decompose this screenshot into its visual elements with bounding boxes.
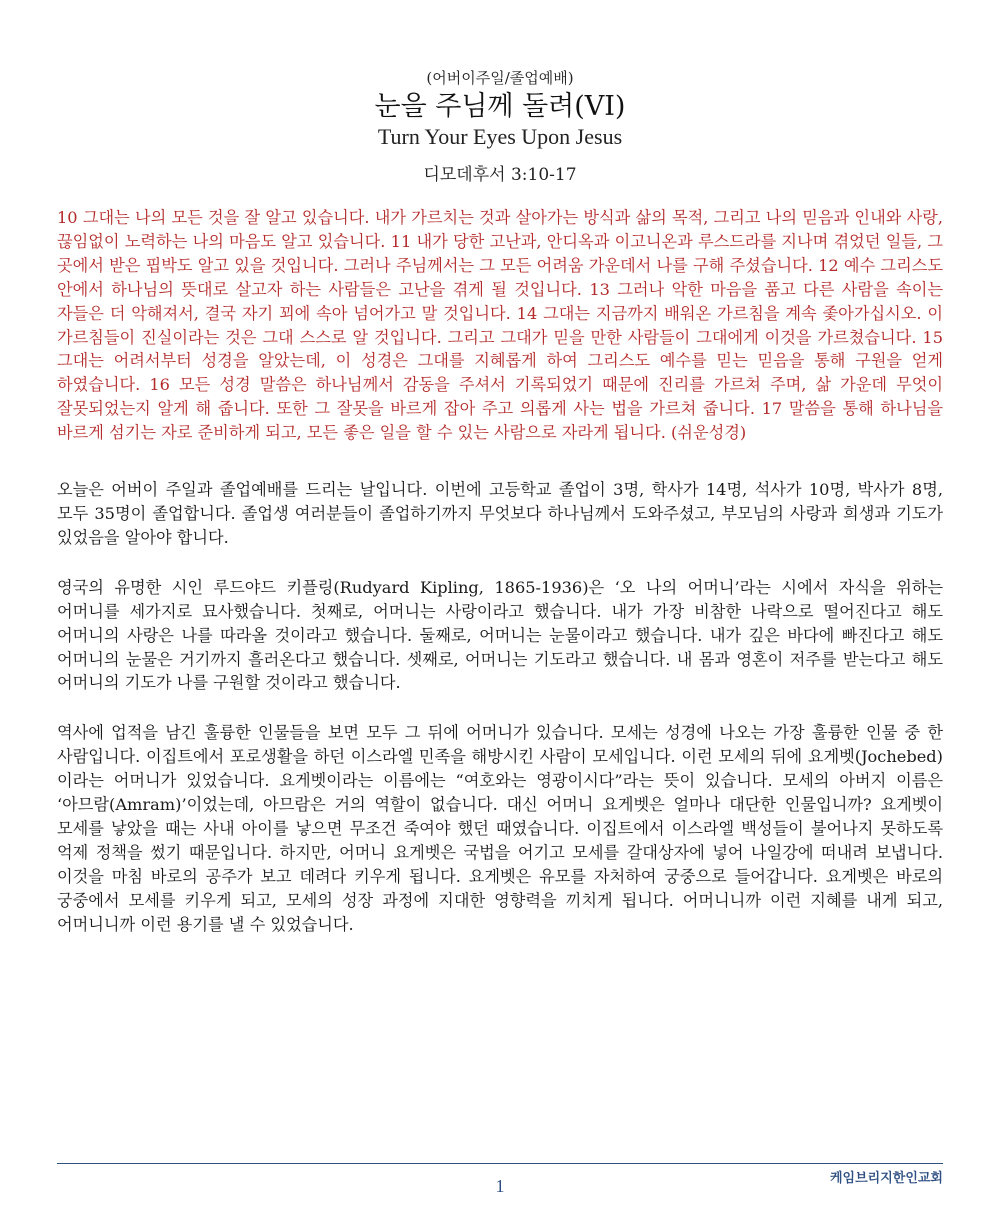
sermon-subtitle: (어버이주일/졸업예배) <box>426 69 574 87</box>
page-number: 1 <box>495 1176 505 1196</box>
scripture-reference: 디모데후서 3:10-17 <box>423 165 577 185</box>
sermon-english-title: Turn Your Eyes Upon Jesus <box>377 124 623 149</box>
church-name: 케임브리지한인교회 <box>829 1171 943 1186</box>
paragraph-intro: 오늘은 어버이 주일과 졸업예배를 드리는 날입니다. 이번에 고등학교 졸업이 3명, 학사가 14명, 석사가 10명, 박사가 8명, 모두 35명이 졸업합니다. 졸업생 여러분들이 졸업하기까지 무엇보다 하나님께서 도와주셨고, 부모님의 사랑과 희생과 기도가 있었음을 알아야 합니다. <box>57 480 943 547</box>
paragraph-kipling: 영국의 유명한 시인 루드야드 키플링(Rudyard Kipling, 1865-1936)은 ‘오 나의 어머니’라는 시에서 자식을 위하는 어머니를 세가지로 묘사했습니다. 첫째로, 어머니는 사랑이라고 했습니다. 내가 가장 비참한 나락으로 떨어진다고 해도 어머니의 사랑은 나를 따라올 것이라고 했습니다. 둘째로, 어머니는 눈물이라고 했습니다. 내가 깊은 바다에 빠진다고 해도 어머니의 눈물은 거기까지 흘러온다고 했습니다. 셋째로, 어머니는 기도라고 했습니다. 내 몸과 영혼이 저주를 받는다고 해도 어머니의 기도가 나를 구원할 것이라고 했습니다. <box>57 577 943 693</box>
paragraph-jochebed: 역사에 업적을 남긴 훌륭한 인물들을 보면 모두 그 뒤에 어머니가 있습니다. 모세는 성경에 나오는 가장 훌륭한 인물 중 한 사람입니다. 이집트에서 포로생활을 하던 이스라엘 민족을 해방시킨 사람이 모세입니다. 이런 모세의 뒤에 요게벳(Jochebed)이라는 어머니가 있었습니다. 요게벳이라는 이름에는 “여호와는 영광이시다”라는 뜻이 있습니다. 모세의 아버지 이름은 ‘아므람(Amram)’이었는데, 아므람은 거의 역할이 없습니다. 대신 어머니 요게벳은 얼마나 대단한 인물입니까? 요게벳이 모세를 낳았을 때는 사내 아이를 낳으면 무조건 죽여야 했던 때였습니다. 이집트에서 이스라엘 백성들이 불어나지 못하도록 억제 정책을 썼기 때문입니다. 하지만, 어머니 요게벳은 국법을 어기고 모세를 갈대상자에 넣어 나일강에 떠내려 보냅니다. 이것을 마침 바로의 공주가 보고 데려다 키우게 됩니다. 요게벳은 유모를 자처하여 궁중으로 들어갑니다. 요게벳은 바로의 궁중에서 모세를 키우게 되고, 모세의 성장 과정에 지대한 영향력을 끼치게 됩니다. 어머니니까 이런 지혜를 내게 되고, 어머니니까 이런 용기를 낼 수 있었습니다. <box>57 723 943 934</box>
sermon-header <box>0 68 1000 186</box>
scripture-passage: 10 그대는 나의 모든 것을 잘 알고 있습니다. 내가 가르치는 것과 살아가는 방식과 삶의 목적, 그리고 나의 믿음과 인내와 사랑, 끊임없이 노력하는 나의 마음도 알고 있습니다. 11 내가 당한 고난과, 안디옥과 이고니온과 루스드라를 지나며 겪었던 일들, 그 곳에서 받은 핍박도 알고 있을 것입니다. 그러나 주님께서는 그 모든 어려움 가운데서 나를 구해 주셨습니다. 12 예수 그리스도 안에서 하나님의 뜻대로 살고자 하는 사람들은 고난을 겪게 될 것입니다. 13 그러나 악한 마음을 품고 다른 사람을 속이는 자들은 더 악해져서, 결국 자기 꾀에 속아 넘어가고 말 것입니다. 14 그대는 지금까지 배워온 가르침을 계속 좇아가십시오. 이 가르침들이 진실이라는 것은 그대 스스로 알 것입니다. 그리고 그대가 믿을 만한 사람들이 그대에게 이것을 가르쳤습니다. 15 그대는 어려서부터 성경을 알았는데, 이 성경은 그대를 지혜롭게 하여 그리스도 예수를 믿는 믿음을 통해 구원을 얻게 하였습니다. 16 모든 성경 말씀은 하나님께서 감동을 주셔서 기록되었기 때문에 진리를 가르쳐 주며, 삶 가운데 무엇이 잘못되었는지 알게 해 줍니다. 또한 그 잘못을 바르게 잡아 주고 의롭게 사는 법을 가르쳐 줍니다. 17 말씀을 통해 하나님을 바르게 섬기는 자로 준비하게 되고, 모든 좋은 일을 할 수 있는 사람으로 자라게 됩니다. (쉬운성경) <box>57 208 943 443</box>
footer-divider <box>57 1163 943 1164</box>
sermon-body <box>57 206 943 936</box>
sermon-title: 눈을 주님께 돌려(VI) <box>374 91 626 122</box>
